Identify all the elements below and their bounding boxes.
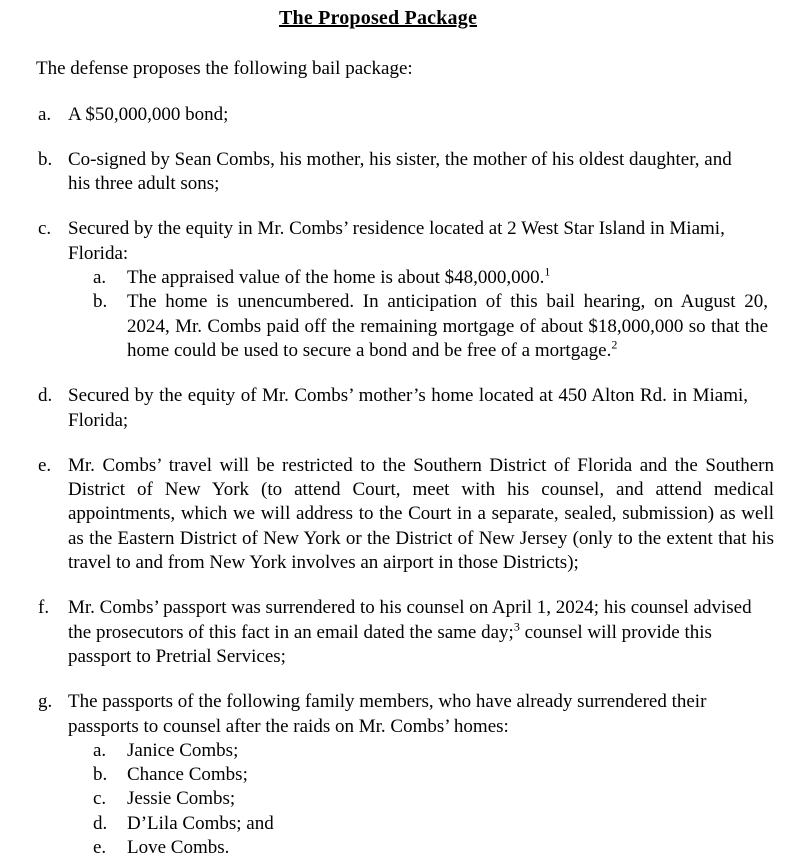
item-content — [68, 217, 768, 363]
sub-item-content — [127, 739, 768, 763]
sub-item-marker: b. — [93, 291, 108, 313]
item-text: Secured by the equity in Mr. Combs’ residence located at 2 West Star Island in Miami, Florida: — [68, 218, 725, 264]
document-title-row — [36, 6, 720, 31]
item-marker: d. — [38, 385, 53, 407]
list-item-g — [36, 690, 778, 860]
list-item-b — [36, 148, 778, 197]
footnote-ref: 3 — [513, 619, 520, 634]
sub-item-marker: c. — [93, 788, 107, 810]
list-item-d — [36, 384, 778, 433]
item-marker: c. — [38, 218, 52, 240]
item-marker: b. — [38, 148, 53, 170]
sub-list-item — [93, 763, 768, 787]
sub-item-content — [127, 812, 768, 836]
list-item-a — [36, 103, 778, 127]
item-content — [68, 384, 748, 433]
sub-item-content — [127, 763, 768, 787]
item-marker: a. — [38, 103, 52, 125]
sub-item-text: Chance Combs; — [127, 764, 248, 786]
sub-item-content — [127, 836, 768, 860]
sub-item-text: D’Lila Combs; and — [127, 812, 274, 834]
item-text: The passports of the following family members, who have already surrendered their passports to counsel after the raids on Mr. Combs’ homes: — [68, 691, 707, 737]
item-text: A $50,000,000 bond; — [68, 103, 229, 125]
sub-item-marker: d. — [93, 812, 108, 834]
item-content — [68, 454, 774, 575]
item-text: Mr. Combs’ travel will be restricted to the Southern District of Florida and the Southern District of New York (to attend Court, meet with his counsel, and attend medical appointments, which we will address to the Court in a separate, sealed, submission) as well as the Eastern District of New York or the District of New Jersey (only to the extent that his travel to and from New York involves an airport in those Districts); — [68, 454, 774, 574]
sub-list — [93, 266, 768, 363]
list-item-c — [36, 217, 778, 363]
item-text-after: counsel will provide this passport to Pretrial Services; — [68, 621, 712, 667]
item-text: Co-signed by Sean Combs, his mother, his sister, the mother of his oldest daughter, and his three adult sons; — [68, 148, 732, 195]
sub-item-content — [127, 787, 768, 811]
list-item-e — [36, 454, 778, 575]
sub-item-marker: e. — [93, 837, 107, 859]
footnote-ref: 2 — [611, 337, 618, 352]
sub-list-item — [93, 812, 768, 836]
sub-list-item — [93, 290, 768, 363]
item-content — [68, 103, 768, 127]
sub-list-item — [93, 739, 768, 763]
sub-item-marker: a. — [93, 739, 107, 761]
sub-list-item — [93, 836, 768, 860]
sub-item-marker: a. — [93, 267, 107, 289]
sub-item-content — [127, 266, 768, 290]
item-text: Mr. Combs’ passport was surrendered to his counsel on April 1, 2024; his counsel advised the prosecutors of this fact in an email dated the same day; — [68, 597, 752, 643]
page-title: The Proposed Package — [278, 7, 478, 29]
sub-item-content — [127, 290, 768, 363]
list-item-f — [36, 596, 778, 669]
item-content — [68, 690, 768, 860]
sub-item-marker: b. — [93, 764, 108, 786]
item-marker: e. — [38, 454, 52, 476]
item-marker: g. — [38, 691, 53, 713]
footnote-ref: 1 — [544, 264, 551, 279]
sub-item-text: The appraised value of the home is about $48,000,000. — [127, 267, 545, 289]
sub-list-item — [93, 787, 768, 811]
item-content — [68, 148, 748, 197]
item-text: Secured by the equity of Mr. Combs’ mother’s home located at 450 Alton Rd. in Miami, Florida; — [68, 385, 748, 431]
item-marker: f. — [38, 597, 50, 619]
item-content — [68, 596, 768, 669]
sub-item-text: Janice Combs; — [127, 739, 239, 761]
sub-list-item — [93, 266, 768, 290]
sub-item-text: Love Combs. — [127, 837, 230, 859]
sub-item-text: Jessie Combs; — [127, 788, 236, 810]
sub-list — [93, 739, 768, 860]
sub-item-text: The home is unencumbered. In anticipation of this bail hearing, on August 20, 2024, Mr. Combs paid off the remaining mortgage of about $18,000,000 so that the home could be used to secure a bond and be free of a mortgage. — [127, 291, 768, 361]
intro-paragraph: The defense proposes the following bail package: — [36, 58, 413, 80]
